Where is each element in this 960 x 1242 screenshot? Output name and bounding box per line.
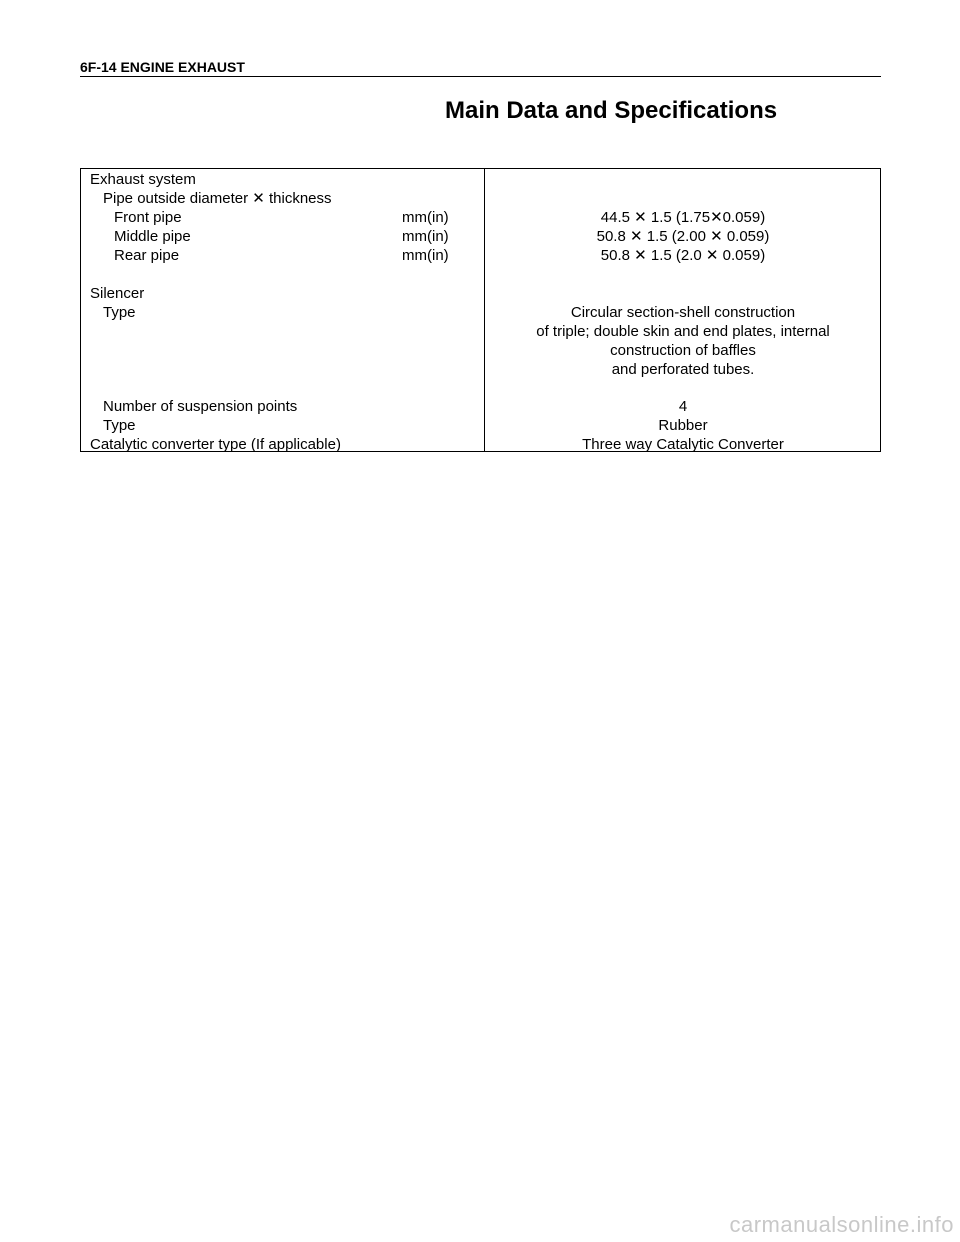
rear-pipe-value: 50.8 ✕ 1.5 (2.0 ✕ 0.059) <box>600 247 766 264</box>
section-header: 6F-14 ENGINE EXHAUST <box>80 59 245 75</box>
catalytic-value: Three way Catalytic Converter <box>582 436 784 453</box>
silencer-type-line-2: of triple; double skin and end plates, internal <box>536 323 830 340</box>
rear-pipe-unit: mm(in) <box>402 247 449 264</box>
silencer-type-line-4: and perforated tubes. <box>611 361 755 378</box>
mount-type-value: Rubber <box>658 417 708 434</box>
header-rule <box>80 76 881 77</box>
silencer-type-line-1: Circular section-shell construction <box>570 304 796 321</box>
silencer-type-line-3: construction of baffles <box>610 342 756 359</box>
front-pipe-value: 44.5 ✕ 1.5 (1.75✕0.059) <box>600 209 766 226</box>
watermark: carmanualsonline.info <box>729 1212 954 1237</box>
front-pipe-unit: mm(in) <box>402 209 449 226</box>
silencer-heading: Silencer <box>90 285 145 302</box>
mount-type-label: Type <box>103 417 136 434</box>
silencer-type-label: Type <box>103 304 136 321</box>
rear-pipe-label: Rear pipe <box>114 247 180 264</box>
catalytic-label: Catalytic converter type (If applicable) <box>90 436 341 453</box>
middle-pipe-label: Middle pipe <box>114 228 191 245</box>
spec-table <box>80 168 881 452</box>
page-title: Main Data and Specifications <box>445 97 778 124</box>
suspension-points-value: 4 <box>678 398 688 415</box>
exhaust-system-heading: Exhaust system <box>90 171 196 188</box>
middle-pipe-value: 50.8 ✕ 1.5 (2.00 ✕ 0.059) <box>596 228 770 245</box>
middle-pipe-unit: mm(in) <box>402 228 449 245</box>
suspension-points-label: Number of suspension points <box>103 398 298 415</box>
pipe-od-label: Pipe outside diameter ✕ thickness <box>103 190 332 207</box>
front-pipe-label: Front pipe <box>114 209 182 226</box>
